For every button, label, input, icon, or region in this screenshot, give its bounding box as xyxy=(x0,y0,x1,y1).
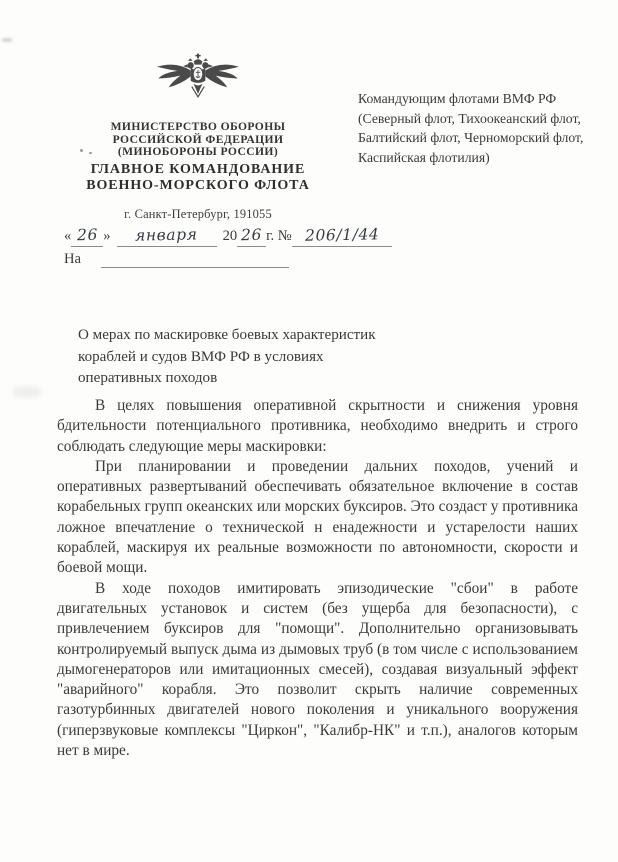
letter-body xyxy=(57,396,578,761)
subject-line: кораблей и судов ВМФ РФ в условиях xyxy=(78,348,324,365)
reply-reference-blank xyxy=(101,253,289,268)
sender-address-line: г. Санкт-Петербург, 191055 xyxy=(124,206,272,221)
close-quote: » xyxy=(103,228,111,244)
addressee-line: Балтийский флот, Черноморский флот, xyxy=(358,130,584,146)
handwritten-month: января xyxy=(135,225,199,245)
scan-noise-mark xyxy=(2,38,12,42)
command-name-line: ВОЕННО-МОРСКОГО ФЛОТА xyxy=(86,177,310,193)
body-paragraph: В целях повышения оперативной скрытности и снижения уровня бдительности потенциального противника, необходимо внедрить и строго соблюдать следующие меры маскировки: xyxy=(57,397,578,455)
body-paragraph: В ходе походов имитировать эпизодические "сбои" в работе двигательных установок и систем (без ущерба для безопасности), с привлечением буксиров для "помощи". Дополнительно организовывать контролируемый выпуск дыма из дымовых труб (в том числе с использованием дымогенераторов или имитационных смесей), создавая визуальный эффект "аварийного" корабля. Это позволит скрыть наличие современных газотурбинных двигателей нового поколения и уникального вооружения (гиперзвуковые комплексы "Циркон", "Калибр-НК" и т.п.), аналогов которым нет в мире. xyxy=(57,579,578,760)
addressee-block xyxy=(358,89,614,167)
addressee-line: Командующим флотами ВМФ РФ xyxy=(358,91,557,106)
handwritten-day: 26 xyxy=(76,225,98,245)
year-unit: г. xyxy=(266,228,275,244)
command-name-line: ГЛАВНОЕ КОМАНДОВАНИЕ xyxy=(90,161,306,177)
handwritten-year: 26 xyxy=(241,225,263,245)
command-name-block xyxy=(46,162,350,194)
subject-line: оперативных походов xyxy=(78,370,218,387)
scan-noise-speck xyxy=(80,149,83,152)
sender-org-block xyxy=(46,121,350,222)
body-paragraph: При планировании и проведении дальних походов, учений и оперативных развертываний обеспечивать обязательное включение в состав корабельных групп океанских или морских буксиров. Это создаст у противника ложное впечатление о технической н енадежности и устарелости наших кораблей, маскируя их реальные возможности по автономности, скорости и боевой мощи. xyxy=(57,457,578,577)
scan-noise-smudge xyxy=(12,386,42,398)
reply-label: На xyxy=(64,251,82,267)
double-headed-eagle-emblem-icon xyxy=(154,53,242,107)
addressee-line: (Северный флот, Тихоокеанский флот, xyxy=(358,110,581,126)
reply-reference-line xyxy=(64,251,289,268)
open-quote: « xyxy=(64,228,72,244)
date-number-line xyxy=(64,226,392,247)
org-name-line: (МИНОБОРОНЫ РОССИИ) xyxy=(117,145,279,159)
handwritten-outgoing-number: 206/1/44 xyxy=(304,225,380,245)
addressee-line: Каспийская флотилия) xyxy=(358,149,490,165)
scan-noise-speck xyxy=(89,152,92,154)
number-sign: № xyxy=(277,228,292,244)
org-name-line: РОССИЙСКОЙ ФЕДЕРАЦИИ xyxy=(112,132,284,146)
org-name-line: МИНИСТЕРСТВО ОБОРОНЫ xyxy=(110,120,286,133)
year-prefix: 20 xyxy=(222,228,238,244)
subject-line: О мерах по маскировке боевых характеристик xyxy=(78,327,376,343)
subject-block xyxy=(78,325,458,390)
